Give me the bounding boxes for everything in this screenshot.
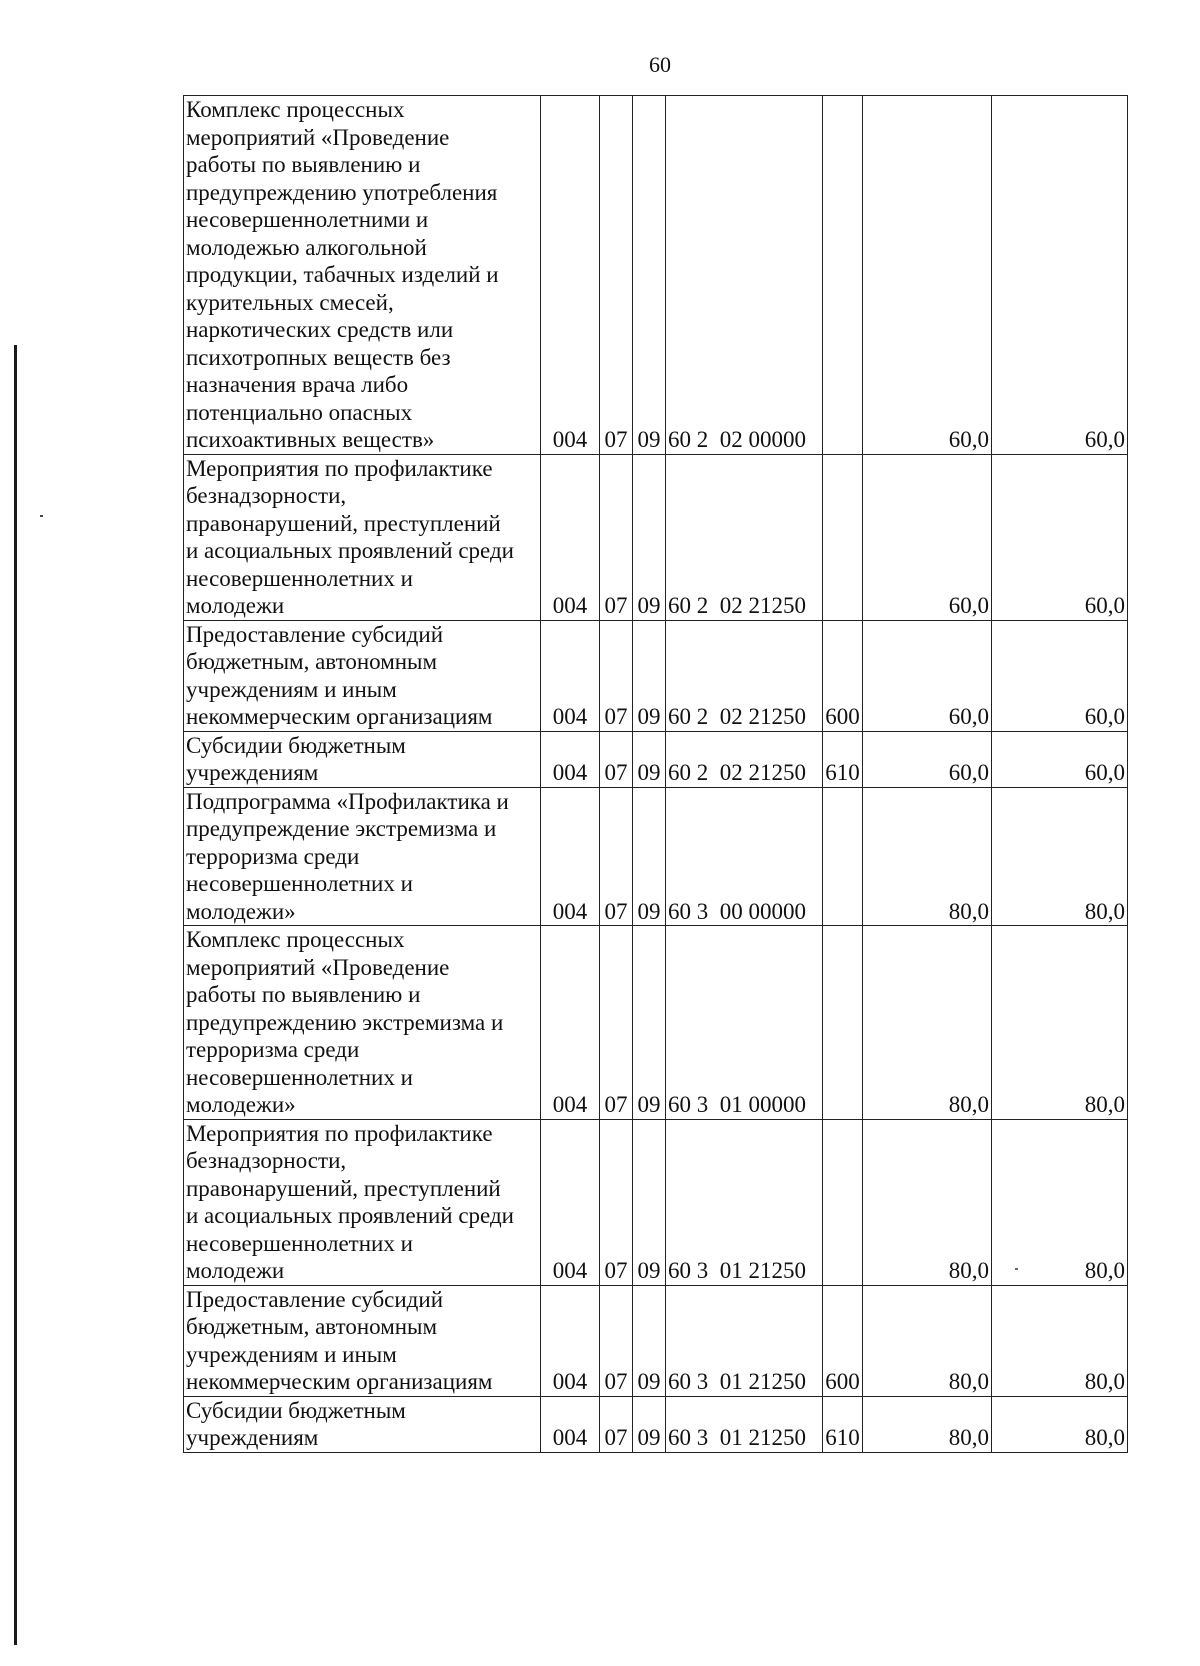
cell-vr: 610: [823, 731, 863, 787]
table-row: [184, 1119, 1128, 1285]
cell-csr: 60 3 01 21250: [666, 1119, 823, 1285]
cell-sum-1: 80,0: [863, 787, 992, 926]
cell-sum-2: 80,0: [992, 787, 1128, 926]
page-number: 60: [649, 52, 671, 77]
cell-pr: 09: [633, 454, 666, 620]
table-row: [184, 1285, 1128, 1396]
budget-table: [183, 95, 1128, 1453]
cell-ved: 004: [541, 926, 600, 1120]
cell-pr: 09: [633, 926, 666, 1120]
row-name: Предоставление субсидий бюджетным, автономным учреждениям и иным некоммерческим организациям: [184, 1285, 541, 1396]
scan-artifact-dot: [40, 515, 43, 517]
table-row: [184, 731, 1128, 787]
cell-ved: 004: [541, 731, 600, 787]
row-name: Комплекс процессных мероприятий «Проведение работы по выявлению и предупреждению экстремизма и терроризма среди несовершеннолетних и молодежи»: [184, 926, 541, 1120]
cell-sum-1: 80,0: [863, 1396, 992, 1452]
cell-sum-2: 60,0: [992, 731, 1128, 787]
table-row: [184, 96, 1128, 455]
cell-pr: 09: [633, 1285, 666, 1396]
row-name: Мероприятия по профилактике безнадзорности, правонарушений, преступлений и асоциальных проявлений среди несовершеннолетних и молодежи: [184, 1119, 541, 1285]
cell-ved: 004: [541, 1396, 600, 1452]
cell-sum-1: 60,0: [863, 454, 992, 620]
cell-ved: 004: [541, 620, 600, 731]
row-name: Субсидии бюджетным учреждениям: [184, 731, 541, 787]
cell-vr: [823, 787, 863, 926]
row-name: Субсидии бюджетным учреждениям: [184, 1396, 541, 1452]
cell-sum-2: 60,0: [992, 620, 1128, 731]
cell-pr: 09: [633, 96, 666, 455]
cell-csr: 60 3 00 00000: [666, 787, 823, 926]
cell-sum-1: 60,0: [863, 96, 992, 455]
table-row: [184, 787, 1128, 926]
cell-vr: [823, 454, 863, 620]
cell-csr: 60 3 01 21250: [666, 1396, 823, 1452]
cell-rz: 07: [600, 787, 633, 926]
cell-rz: 07: [600, 454, 633, 620]
cell-sum-2: 60,0: [992, 96, 1128, 455]
table-row: [184, 454, 1128, 620]
cell-sum-1: 80,0: [863, 1285, 992, 1396]
table-row: [184, 926, 1128, 1120]
cell-ved: 004: [541, 1285, 600, 1396]
cell-sum-1: 80,0: [863, 1119, 992, 1285]
cell-sum-2: 80,0: [992, 926, 1128, 1120]
cell-vr: 610: [823, 1396, 863, 1452]
cell-sum-1: 80,0: [863, 926, 992, 1120]
row-name: Мероприятия по профилактике безнадзорности, правонарушений, преступлений и асоциальных проявлений среди несовершеннолетних и молодежи: [184, 454, 541, 620]
cell-sum-1: 60,0: [863, 731, 992, 787]
cell-vr: [823, 926, 863, 1120]
scan-artifact-line: [14, 345, 17, 1645]
row-name: Подпрограмма «Профилактика и предупреждение экстремизма и терроризма среди несовершеннолетних и молодежи»: [184, 787, 541, 926]
cell-rz: 07: [600, 731, 633, 787]
cell-csr: 60 2 02 21250: [666, 620, 823, 731]
cell-sum-2: 80,0: [992, 1285, 1128, 1396]
cell-pr: 09: [633, 620, 666, 731]
cell-pr: 09: [633, 1119, 666, 1285]
cell-vr: 600: [823, 1285, 863, 1396]
cell-ved: 004: [541, 454, 600, 620]
cell-pr: 09: [633, 1396, 666, 1452]
cell-rz: 07: [600, 1119, 633, 1285]
table-row: [184, 1396, 1128, 1452]
cell-csr: 60 3 01 21250: [666, 1285, 823, 1396]
cell-vr: [823, 96, 863, 455]
cell-rz: 07: [600, 926, 633, 1120]
cell-ved: 004: [541, 96, 600, 455]
row-name: Предоставление субсидий бюджетным, автономным учреждениям и иным некоммерческим организациям: [184, 620, 541, 731]
table-row: [184, 620, 1128, 731]
cell-rz: 07: [600, 1396, 633, 1452]
cell-ved: 004: [541, 787, 600, 926]
cell-csr: 60 2 02 21250: [666, 731, 823, 787]
cell-vr: 600: [823, 620, 863, 731]
cell-csr: 60 2 02 00000: [666, 96, 823, 455]
cell-sum-1: 60,0: [863, 620, 992, 731]
cell-csr: 60 3 01 00000: [666, 926, 823, 1120]
cell-ved: 004: [541, 1119, 600, 1285]
cell-vr: [823, 1119, 863, 1285]
cell-pr: 09: [633, 731, 666, 787]
cell-rz: 07: [600, 1285, 633, 1396]
cell-rz: 07: [600, 96, 633, 455]
cell-rz: 07: [600, 620, 633, 731]
cell-sum-2: 60,0: [992, 454, 1128, 620]
cell-sum-2: 80,0: [992, 1396, 1128, 1452]
cell-pr: 09: [633, 787, 666, 926]
row-name: Комплекс процессных мероприятий «Проведение работы по выявлению и предупреждению употребления несовершеннолетними и молодежью алкогольной продукции, табачных изделий и курительных смесей, наркотических средств или психотропных веществ без назначения врача либо потенциально опасных психоактивных веществ»: [184, 96, 541, 455]
cell-sum-2: 80,0: [992, 1119, 1128, 1285]
cell-csr: 60 2 02 21250: [666, 454, 823, 620]
